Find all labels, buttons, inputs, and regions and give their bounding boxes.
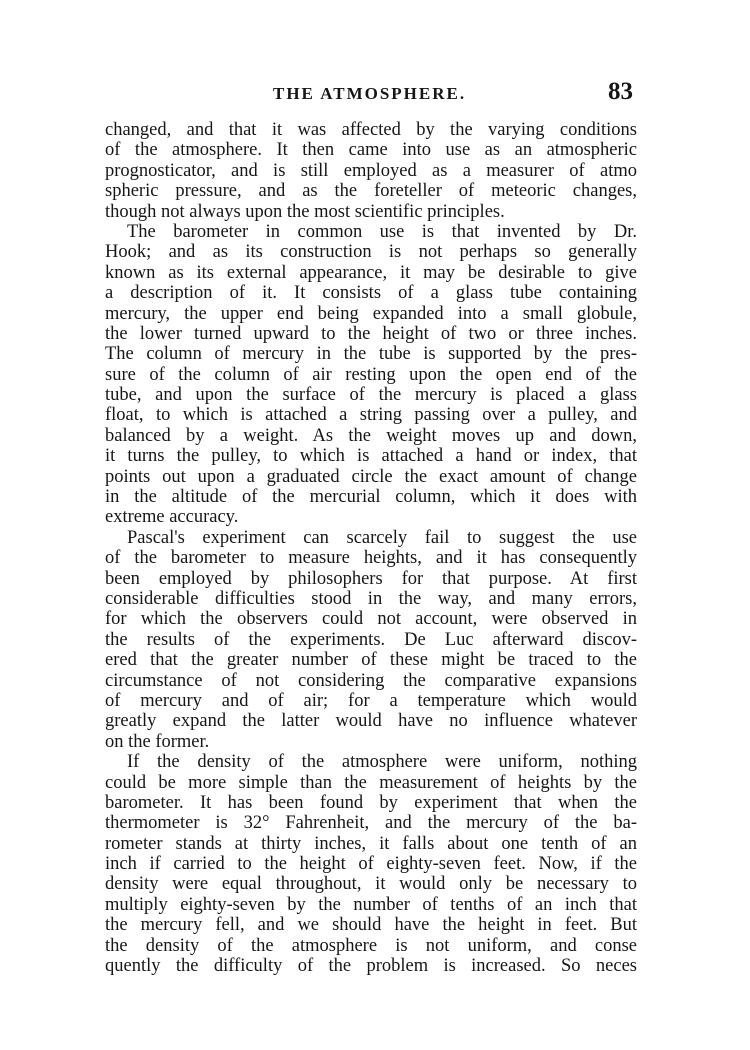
text-line: rometer stands at thirty inches, it falls about one tenth of an	[105, 833, 637, 854]
text-line: The barometer in common use is that invented by Dr.	[127, 221, 637, 242]
text-line: tube, and upon the surface of the mercury is placed a glass	[105, 385, 637, 406]
text-line: on the former.	[105, 731, 210, 752]
text-line: sure of the column of air resting upon the open end of the	[105, 364, 637, 385]
text-line: extreme accuracy.	[105, 507, 239, 528]
body-text	[105, 120, 637, 976]
text-line: the results of the experiments. De Luc afterward discov-	[105, 629, 637, 650]
text-line: ered that the greater number of these might be traced to the	[105, 650, 637, 671]
text-line: If the density of the atmosphere were uniform, nothing	[127, 752, 637, 773]
text-line: the density of the atmosphere is not uniform, and conse	[105, 935, 637, 956]
text-line: thermometer is 32° Fahrenheit, and the mercury of the ba-	[105, 813, 637, 834]
text-line: though not always upon the most scientific principles.	[105, 201, 505, 222]
text-line: changed, and that it was affected by the varying conditions	[105, 120, 637, 140]
text-line: spheric pressure, and as the foreteller of meteoric changes,	[105, 181, 637, 202]
text-line: it turns the pulley, to which is attached a hand or index, that	[105, 446, 637, 467]
text-line: The column of mercury in the tube is supported by the pres-	[105, 344, 637, 365]
text-line: points out upon a graduated circle the exact amount of change	[105, 466, 637, 487]
text-line: the lower turned upward to the height of two or three inches.	[105, 323, 637, 344]
text-line: balanced by a weight. As the weight moves up and down,	[105, 425, 637, 446]
page-header	[103, 78, 633, 120]
text-line: circumstance of not considering the comparative expansions	[105, 670, 637, 691]
text-line: of mercury and of air; for a temperature which would	[105, 690, 637, 711]
running-head: THE ATMOSPHERE.	[273, 84, 467, 103]
text-line: a description of it. It consists of a glass tube containing	[105, 283, 637, 304]
text-line: quently the difficulty of the problem is increased. So neces	[105, 956, 637, 977]
text-line: density were equal throughout, it would only be necessary to	[105, 874, 637, 895]
text-line: float, to which is attached a string passing over a pulley, and	[105, 405, 637, 426]
text-line: Pascal's experiment can scarcely fail to suggest the use	[127, 527, 637, 548]
text-line: the mercury fell, and we should have the height in feet. But	[105, 915, 637, 936]
text-line: in the altitude of the mercurial column, which it does with	[105, 487, 637, 508]
text-line: for which the observers could not account, were observed in	[105, 609, 637, 630]
text-line: inch if carried to the height of eighty-seven feet. Now, if the	[105, 854, 637, 875]
text-line: prognosticator, and is still employed as a measurer of atmo	[105, 160, 637, 181]
text-line: Hook; and as its construction is not perhaps so generally	[105, 242, 637, 263]
text-line: considerable difficulties stood in the way, and many errors,	[105, 588, 637, 609]
text-line: of the atmosphere. It then came into use as an atmospheric	[105, 140, 637, 161]
text-line: of the barometer to measure heights, and it has consequently	[105, 548, 637, 569]
text-line: greatly expand the latter would have no influence whatever	[105, 711, 637, 732]
text-line: mercury, the upper end being expanded into a small globule,	[105, 303, 637, 324]
text-line: could be more simple than the measurement of heights by the	[105, 772, 637, 793]
page-number: 83	[608, 78, 633, 105]
text-line: barometer. It has been found by experiment that when the	[105, 792, 637, 813]
text-line: multiply eighty-seven by the number of tenths of an inch that	[105, 894, 637, 915]
text-line: been employed by philosophers for that purpose. At first	[105, 568, 637, 589]
text-line: known as its external appearance, it may be desirable to give	[105, 262, 637, 283]
